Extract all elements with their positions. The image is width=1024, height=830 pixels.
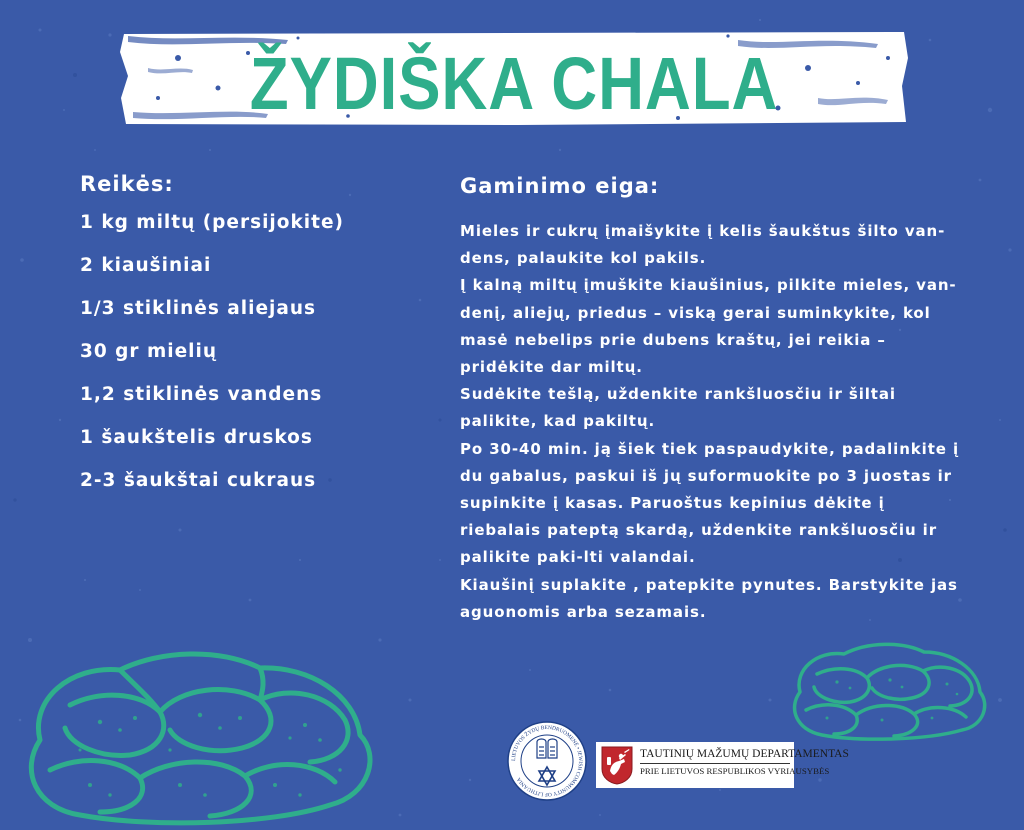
department-subtitle: PRIE LIETUVOS RESPUBLIKOS VYRIAUSYBĖS — [640, 766, 830, 776]
ingredient-item: 1/3 stiklinės aliejaus — [80, 298, 317, 319]
ingredients-heading: Reikės: — [80, 172, 174, 196]
ingredient-item: 30 gr mielių — [80, 341, 218, 362]
ingredient-item: 2 kiaušiniai — [80, 255, 212, 276]
department-divider — [640, 763, 790, 764]
method-paragraph: Į kalną miltų įmuškite kiaušinius, pilkite mieles, van-denį, aliejų, priedus – viską gerai suminkykite, kol masė nebelips prie dubens kraštų, jei reikia – pridėkite dar miltų. — [460, 276, 957, 377]
department-logo — [596, 742, 849, 788]
community-seal-logo — [506, 720, 588, 802]
method-paragraph: Sudėkite tešlą, uždenkite rankšluosčiu ir šiltai palikite, kad pakiltų. — [460, 385, 896, 431]
ingredient-item: 2-3 šaukštai cukraus — [80, 470, 317, 491]
ingredients-section — [80, 172, 410, 513]
method-paragraph: Kiaušinį suplakite , patepkite pynutes. Barstykite jas aguonomis arba sezamais. — [460, 575, 958, 621]
sponsor-logos — [506, 720, 849, 820]
method-section — [460, 174, 970, 626]
lithuanian-coat-of-arms-icon — [600, 745, 634, 785]
ingredient-item: 1 šaukštelis druskos — [80, 427, 313, 448]
method-paragraph: Po 30-40 min. ją šiek tiek paspaudykite, padalinkite į du gabalus, paskui iš jų suformuokite po 3 juostas ir supinkite į kasas. Paruoštus kepinius dėkite į riebalais pateptą skardą, uždenkite rankšluosčiu ir palikite paki-lti valandai. — [460, 439, 960, 567]
ingredient-item: 1 kg miltų (persijokite) — [80, 212, 344, 233]
challah-bread-illustration — [782, 632, 996, 744]
seal-text: LIETUVOS ŽYDŲ BENDRUOMENĖ • JEWISH COMMUNITY OF LITHUANIA — [510, 724, 584, 798]
ingredients-list — [80, 212, 410, 513]
ingredient-item: 1,2 stiklinės vandens — [80, 384, 323, 405]
method-paragraph: Mieles ir cukrų įmaišykite į kelis šaukštus šilto van-dens, palaukite kol pakils. — [460, 222, 946, 268]
title-banner — [118, 28, 910, 128]
department-name: TAUTINIŲ MAŽUMŲ DEPARTAMENTAS — [640, 748, 849, 760]
page-title: ŽYDIŠKA CHALA — [249, 42, 779, 125]
challah-bread-illustration — [10, 630, 390, 830]
method-heading: Gaminimo eiga: — [460, 174, 660, 198]
